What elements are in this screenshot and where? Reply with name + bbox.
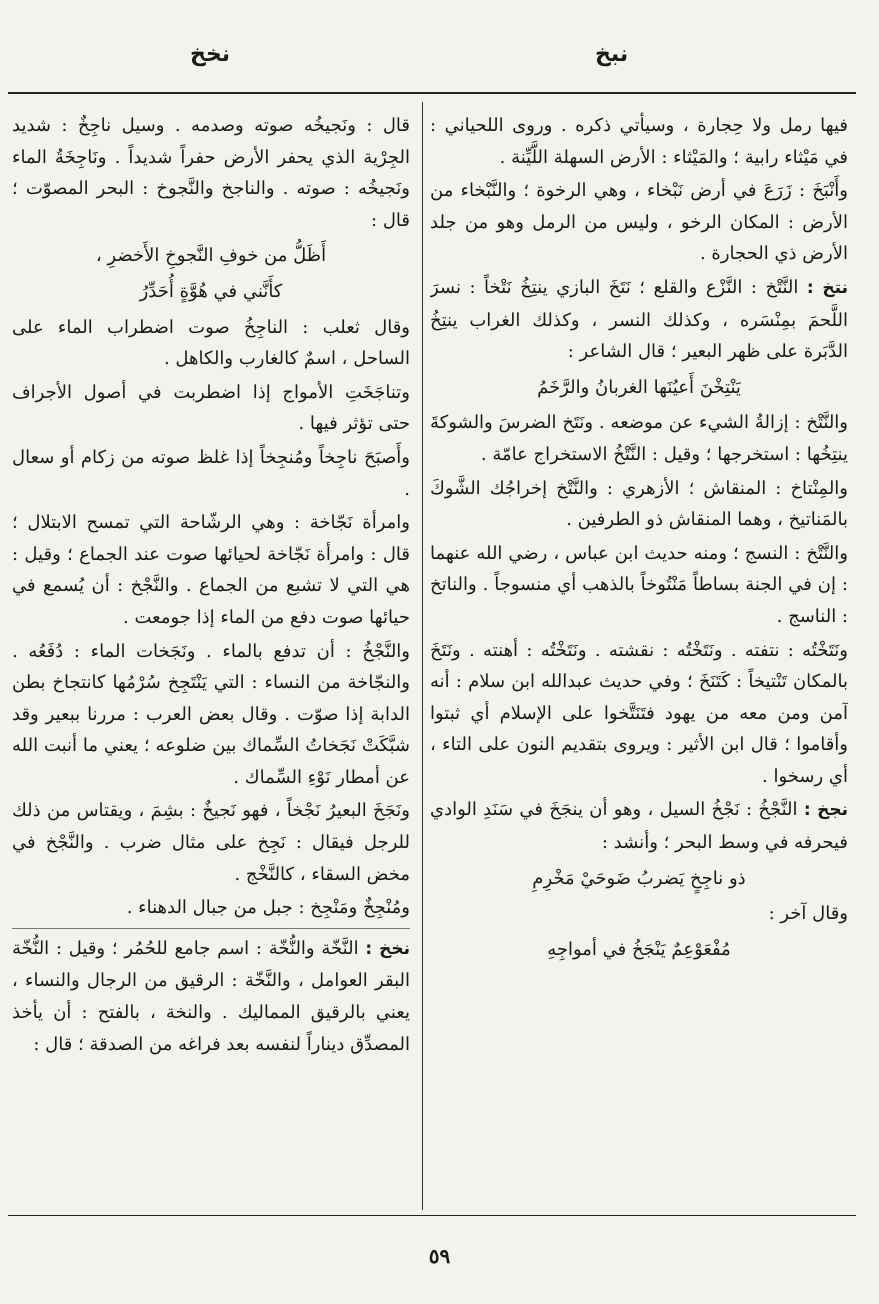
entry-text: وامرأة نَجّاخة : وهي الرشّاحة التي تمسح الابتلال ؛ قال : وامرأة نَجّاخة لحيائها صوت عند الجماع ؛ وقيل : هي التي لا تشبع من الجماع . والنَّجْخ : أن يُسمع في حيائها صوت دفع من الماء إذا جومعت . [12,512,410,628]
entry-paragraph [12,442,410,505]
right-column-headword: نبخ [595,42,629,67]
verse-line: ذو ناجِخٍ يَضربُ ضَوحَيْ مَخْرِمِ [532,867,746,889]
entry-paragraph [12,377,410,440]
entry-paragraph [12,110,410,236]
entry-paragraph [12,312,410,375]
left-column-headword: نخخ [190,42,230,67]
entry-paragraph [430,538,848,633]
entry-paragraph [12,933,410,1060]
entry-headword: نجخ : [803,800,848,821]
bottom-rule [8,1215,856,1216]
entry-headword: نتخ : [806,277,848,298]
entry-paragraph [12,507,410,633]
entry-headword: نخخ : [365,938,410,959]
section-separator [12,928,410,929]
entry-paragraph [12,636,410,794]
entry-text: فيها رمل ولا حِجارة ، وسيأتي ذكره . وروى اللحياني : في مَيْثاء رابية ؛ والمَيْثاء : الأرض السهلة اللَّيِّنة . [430,115,848,168]
entry-text: والمِنْتاخ : المنقاش ؛ الأزهري : والنَّتْخ إخراجُك الشَّوكَ بالمَناتيخ ، وهما المنقاش ذو الطرفين . [430,477,848,531]
entry-text: وأَصبَحَ ناجِخاً ومُنجِخاً إذا غلظ صوته من زكام أو سعال . [12,446,410,500]
entry-text: ومُنْجِخٌ ومَنْجِخ : جبل من جبال الدهناء . [126,897,410,919]
right-column [430,110,848,1210]
left-column [12,110,410,1210]
entry-paragraph [430,473,848,536]
entry-text: والنَّتْخ : إزالةُ الشيء عن موضعه . ونَتَخ الضرسَ والشوكةَ ينتِخُها : استخرجها ؛ وقيل : النَّتْخُ الاستخراج عامّة . [430,412,848,465]
entry-text: وقال آخر : [768,903,848,925]
entry-text: النَّجْخُ : نَجْخُ السيل ، وهو أن ينجَخَ في سَنَدِ الوادي فيحرفه في وسط البحر ؛ وأنشد : [430,799,848,854]
verse-line: مُفْعَوْعِمٌ يَنْجَخُ في أمواجِهِ [547,938,731,960]
entry-paragraph [430,898,848,930]
page-number: ٥٩ [428,1244,451,1268]
entry-paragraph [12,795,410,890]
entry-paragraph [12,892,410,924]
entry-text: وتناجَخَتِ الأمواج إذا اضطربت في أصول الأجراف حتى تؤثر فيها . [12,381,410,435]
entry-text: النَّتْخ : النَّزْع والقلع ؛ نَتَخَ البازي ينتِخُ نَتْخاً : نسرَ اللَّحمَ بمِنْسَره ، وكذلك النسر ، وكذلك الغراب ينتِخُ الدَّبَرة على ظهر البعير ؛ قال الشاعر : [430,276,848,363]
entry-paragraph [430,794,848,858]
verse-line: يَنْتِخْنَ أَعيُنَها الغربانُ والرَّخَمُ [537,376,741,398]
top-rule [8,92,856,94]
entry-paragraph [430,272,848,368]
entry-paragraph [430,175,848,270]
entry-paragraph [430,635,848,793]
entry-text: قال : ونَجيخُه صوته وصدمه . وسيل ناجِخٌ : شديد الجِرْية الذي يحفر الأرض حفراً شديداً . ونَاجِخَةُ الماء ونَجيخُه : صوته . والناجخ والنَّجوخ : البحر المصوّت ؛ قال : [12,115,410,231]
entry-text: ونَجَخَ البعيرُ نَجْخاً ، فهو نَجيخٌ : بشِمَ ، ويقتاس من ذلك للرجل فيقال : نَجِخ على مثال ضرب . والنَّجْخ في مخض السقاء ، كالنَّخْج . [12,800,410,885]
entry-paragraph [430,110,848,173]
entry-text: وقال ثعلب : الناجِخُ صوت اضطراب الماء على الساحل ، اسمٌ كالغارب والكاهل . [12,316,410,370]
column-divider [422,102,423,1210]
entry-text: والنَّجْخُ : أن تدفع بالماء . ونَجَخات الماء : دُفَعُه . والنجّاخة من النساء : التي يَنْتَجِخ سُرْمُها كانتجاخ بطن الدابة إذا صوّت . وقال بعض العرب : مررنا ببعير وقد شبَّكَتْ نَجَخاتُ السِّماك بين ضلوعه ؛ يعني ما أنبت الله عن أمطار نَوْءِ السِّماك . [12,640,410,788]
page-header [0,42,879,82]
entry-paragraph [430,407,848,470]
entry-text: وأَنْبَخَ : زَرَعَ في أرض نَبْخاء ، وهي الرخوة ؛ والنَّبْخاء من الأرض : المكان الرخو ، وليس من الرمل وهو من جلد الأرض ذي الحجارة . [430,180,848,265]
entry-text: ونَتَخْتُه : نتفته . ونَتَخْتُه : نقشته . ونَتَخْتُه : أهنته . ونَتَخَ بالمكان تَنْتيخاً : كَتَنَخَ ؛ وفي حديث عبدالله ابن سلام : أنه آمن ومن معه من يهود فتَنَتَّخوا على الإسلام أي ثبتوا وأقاموا ؛ قال ابن الأثير : ويروى بتقديم النون على التاء ، أي رسخوا . [430,639,848,787]
verse-line: كأَنَّني في هُوَّةٍ أُحَدِّرُ [139,280,283,302]
entry-text: والنَّتْخ : النسج ؛ ومنه حديث ابن عباس ، رضي الله عنهما : إن في الجنة بساطاً مَنْتُوخاً بالذهب أي منسوجاً . والناتخ : الناسج . [430,542,848,627]
entry-text: النَّخّة والنُّخّة : اسم جامع للحُمُر ؛ وقيل : النُّخّة البقر العوامل ، والنَّخّة : الرقيق من الرجال والنساء ، يعني بالرقيق المماليك . والنخة ، بالفتح : أن يأخذ المصدِّق ديناراً لنفسه بعد فراغه من الصدقة ؛ قال : [12,937,410,1055]
verse-line: أَظَلُّ من خوفِ النَّجوخِ الأَخضرِ ، [95,245,327,267]
